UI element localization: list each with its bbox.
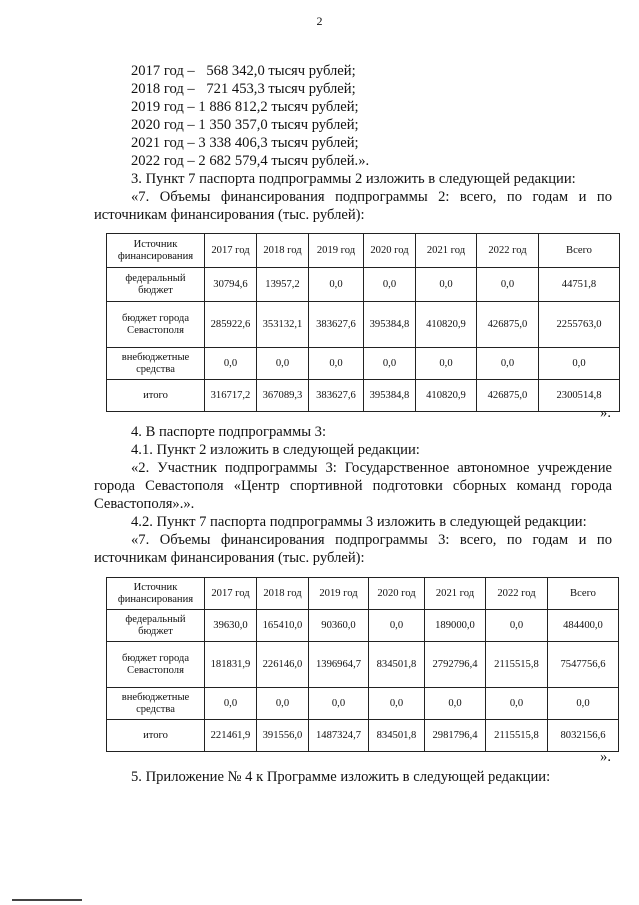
table-cell: 426875,0: [477, 380, 539, 412]
year-label: 2018 год –: [131, 81, 195, 97]
page-number: 2: [316, 14, 323, 28]
header-cell: 2020 год: [364, 234, 416, 268]
table-cell: 2981796,4: [425, 720, 486, 752]
table-header-row: [107, 234, 620, 268]
table-row-total: [107, 380, 620, 412]
table-cell: 90360,0: [309, 610, 369, 642]
table-cell: 189000,0: [425, 610, 486, 642]
table-cell: 1487324,7: [309, 720, 369, 752]
paragraph-7-sub2-line2: источникам финансирования (тыс. рублей):: [94, 207, 365, 223]
paragraph-7-sub3-line1: «7. Объемы финансирования подпрограммы 3: всего, по годам и по: [131, 532, 612, 548]
header-cell: Источник финансирования: [107, 234, 205, 268]
table-cell: 0,0: [539, 348, 620, 380]
table-row: [107, 642, 619, 688]
header-cell: 2017 год: [205, 578, 257, 610]
table-cell: 0,0: [425, 688, 486, 720]
header-cell: 2017 год: [205, 234, 257, 268]
table-cell: 0,0: [205, 688, 257, 720]
table-cell: 0,0: [477, 348, 539, 380]
table-cell: 834501,8: [369, 642, 425, 688]
table-cell: 0,0: [416, 268, 477, 302]
year-line-2022: [131, 152, 369, 170]
year-label: 2022 год –: [131, 153, 195, 169]
table-cell: 391556,0: [257, 720, 309, 752]
header-cell: 2021 год: [425, 578, 486, 610]
table-row-total: [107, 720, 619, 752]
header-cell: Источник финансирования: [107, 578, 205, 610]
table-cell: 0,0: [477, 268, 539, 302]
row-label: федеральный бюджет: [107, 268, 205, 302]
header-cell: 2022 год: [477, 234, 539, 268]
table-header-row: [107, 578, 619, 610]
table-cell: 8032156,6: [548, 720, 619, 752]
year-label: 2017 год –: [131, 63, 195, 79]
header-cell: 2022 год: [486, 578, 548, 610]
table-cell: 426875,0: [477, 302, 539, 348]
table-cell: 285922,6: [205, 302, 257, 348]
table-cell: 2115515,8: [486, 720, 548, 752]
header-cell: 2019 год: [309, 234, 364, 268]
year-line-2019: [131, 98, 359, 116]
row-label: федеральный бюджет: [107, 610, 205, 642]
year-line-2021: [131, 134, 359, 152]
header-cell: Всего: [548, 578, 619, 610]
paragraph-7-sub2-line1: «7. Объемы финансирования подпрограммы 2: всего, по годам и по: [131, 189, 612, 205]
table-cell: 0,0: [257, 348, 309, 380]
row-label: внебюджетные средства: [107, 688, 205, 720]
year-amount: 3 338 406,3 тысяч рублей;: [198, 135, 359, 151]
financing-table-subprogram-3: [106, 577, 619, 752]
paragraph-4-2: 4.2. Пункт 7 паспорта подпрограммы 3 изложить в следующей редакции:: [131, 514, 587, 530]
table-cell: 0,0: [548, 688, 619, 720]
year-amount: 568 342,0 тысяч рублей;: [206, 63, 356, 79]
table-cell: 7547756,6: [548, 642, 619, 688]
year-label: 2019 год –: [131, 99, 195, 115]
year-label: 2021 год –: [131, 135, 195, 151]
page-edge-mark: [12, 899, 82, 901]
header-cell: Всего: [539, 234, 620, 268]
table-cell: 0,0: [369, 688, 425, 720]
header-cell: 2020 год: [369, 578, 425, 610]
row-label: бюджет города Севастополя: [107, 642, 205, 688]
paragraph-3: 3. Пункт 7 паспорта подпрограммы 2 изложить в следующей редакции:: [131, 171, 576, 187]
table-cell: 221461,9: [205, 720, 257, 752]
year-label: 2020 год –: [131, 117, 195, 133]
header-cell: 2021 год: [416, 234, 477, 268]
table-cell: 0,0: [486, 610, 548, 642]
table-row: [107, 348, 620, 380]
table-cell: 0,0: [309, 688, 369, 720]
year-amount: 721 453,3 тысяч рублей;: [206, 81, 356, 97]
table-cell: 2300514,8: [539, 380, 620, 412]
table-row: [107, 610, 619, 642]
table-cell: 2792796,4: [425, 642, 486, 688]
table1-closing-quote: ».: [600, 405, 611, 421]
table-cell: 316717,2: [205, 380, 257, 412]
table-cell: 165410,0: [257, 610, 309, 642]
table-cell: 0,0: [205, 348, 257, 380]
table-cell: 30794,6: [205, 268, 257, 302]
paragraph-2-sub3-line2: города Севастополя «Центр спортивной подготовки сборных команд города: [94, 478, 612, 494]
header-cell: 2018 год: [257, 234, 309, 268]
table2-closing-quote: ».: [600, 749, 611, 765]
table-cell: 0,0: [364, 268, 416, 302]
table-cell: 2255763,0: [539, 302, 620, 348]
table-row: [107, 688, 619, 720]
table-cell: 395384,8: [364, 302, 416, 348]
table-cell: 395384,8: [364, 380, 416, 412]
year-line-2018: [131, 80, 356, 98]
table-cell: 410820,9: [416, 302, 477, 348]
year-line-2020: [131, 116, 359, 134]
header-cell: 2019 год: [309, 578, 369, 610]
header-cell: 2018 год: [257, 578, 309, 610]
table-row: [107, 268, 620, 302]
table-cell: 1396964,7: [309, 642, 369, 688]
table-cell: 0,0: [416, 348, 477, 380]
paragraph-5: 5. Приложение № 4 к Программе изложить в следующей редакции:: [131, 769, 551, 785]
paragraph-4: 4. В паспорте подпрограммы 3:: [131, 424, 327, 440]
row-label: внебюджетные средства: [107, 348, 205, 380]
year-line-2017: [131, 62, 356, 80]
table-cell: 44751,8: [539, 268, 620, 302]
paragraph-2-sub3-line3: Севастополя».».: [94, 496, 195, 512]
table-cell: 13957,2: [257, 268, 309, 302]
table-cell: 0,0: [364, 348, 416, 380]
row-label: итого: [107, 720, 205, 752]
table-cell: 383627,6: [309, 302, 364, 348]
row-label: итого: [107, 380, 205, 412]
table-cell: 0,0: [486, 688, 548, 720]
paragraph-7-sub3-line2: источникам финансирования (тыс. рублей):: [94, 550, 365, 566]
year-amount: 2 682 579,4 тысяч рублей.».: [198, 153, 370, 169]
table-cell: 410820,9: [416, 380, 477, 412]
table-cell: 181831,9: [205, 642, 257, 688]
table-cell: 0,0: [257, 688, 309, 720]
table-cell: 226146,0: [257, 642, 309, 688]
table-cell: 353132,1: [257, 302, 309, 348]
table-cell: 383627,6: [309, 380, 364, 412]
table-cell: 2115515,8: [486, 642, 548, 688]
year-amount: 1 886 812,2 тысяч рублей;: [198, 99, 359, 115]
table-cell: 0,0: [309, 268, 364, 302]
table-row: [107, 302, 620, 348]
table-cell: 367089,3: [257, 380, 309, 412]
table-cell: 39630,0: [205, 610, 257, 642]
year-amount: 1 350 357,0 тысяч рублей;: [198, 117, 359, 133]
paragraph-4-1: 4.1. Пункт 2 изложить в следующей редакции:: [131, 442, 420, 458]
financing-table-subprogram-2: [106, 233, 620, 412]
row-label: бюджет города Севастополя: [107, 302, 205, 348]
table-cell: 484400,0: [548, 610, 619, 642]
paragraph-2-sub3-line1: «2. Участник подпрограммы 3: Государственное автономное учреждение: [131, 460, 612, 476]
table-cell: 0,0: [369, 610, 425, 642]
table-cell: 834501,8: [369, 720, 425, 752]
table-cell: 0,0: [309, 348, 364, 380]
